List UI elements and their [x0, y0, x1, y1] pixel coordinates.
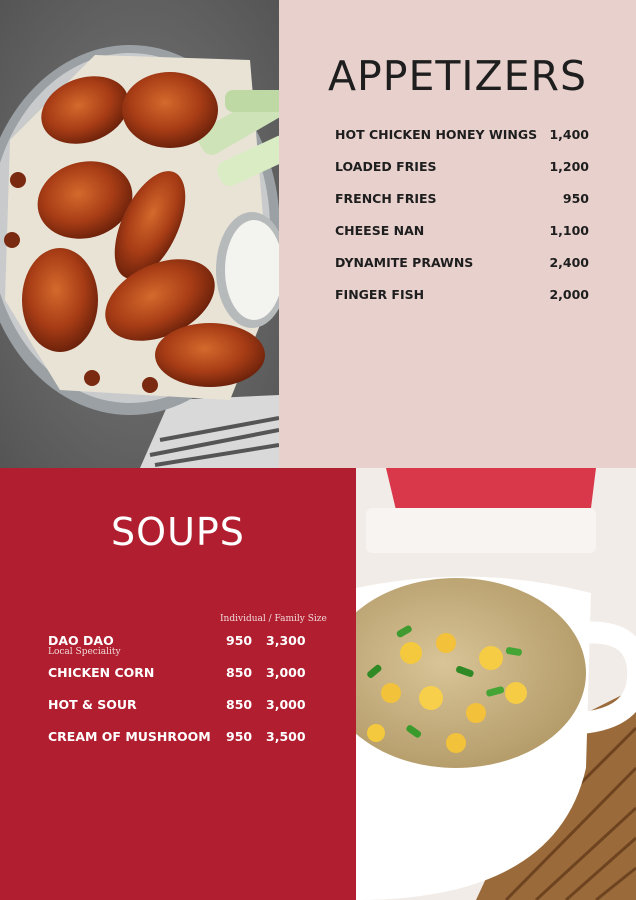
item-name: FRENCH FRIES [335, 191, 437, 206]
menu-item-appetizer [335, 127, 589, 142]
item-name: HOT & SOUR [48, 697, 137, 712]
item-price-individual: 950 [226, 729, 253, 744]
menu-item-appetizer [335, 223, 589, 238]
menu-item-appetizer [335, 287, 589, 302]
item-price-family: 3,000 [266, 665, 306, 680]
item-price-individual: 850 [226, 665, 253, 680]
item-price: 2,400 [549, 255, 589, 270]
item-price: 2,000 [549, 287, 589, 302]
item-price-individual: 950 [226, 633, 253, 648]
item-name: CHEESE NAN [335, 223, 425, 238]
menu-item-soup [48, 665, 306, 680]
corn-soup-photo [356, 468, 636, 900]
item-name: DYNAMITE PRAWNS [335, 255, 474, 270]
menu-item-appetizer [335, 191, 589, 206]
soups-title: SOUPS [111, 510, 245, 554]
menu-item-soup [48, 633, 306, 648]
item-price-individual: 850 [226, 697, 253, 712]
item-name: CHICKEN CORN [48, 665, 155, 680]
menu-item-appetizer [335, 255, 589, 270]
item-name: CREAM OF MUSHROOM [48, 729, 211, 744]
item-name: FINGER FISH [335, 287, 425, 302]
item-price: 1,200 [549, 159, 589, 174]
appetizers-title: APPETIZERS [327, 52, 588, 100]
size-note: Individual / Family Size [220, 614, 327, 624]
item-name: HOT CHICKEN HONEY WINGS [335, 127, 538, 142]
item-price: 950 [562, 191, 589, 206]
item-note: Local Speciality [48, 647, 121, 657]
menu-item-soup [48, 697, 306, 712]
menu-item-soup [48, 729, 306, 744]
item-name: LOADED FRIES [335, 159, 437, 174]
item-price-family: 3,000 [266, 697, 306, 712]
menu-item-appetizer [335, 159, 589, 174]
item-price-family: 3,500 [266, 729, 306, 744]
item-name: DAO DAO [48, 633, 114, 648]
item-price: 1,400 [549, 127, 589, 142]
item-price: 1,100 [549, 223, 589, 238]
chicken-wings-photo [0, 0, 279, 468]
item-price-family: 3,300 [266, 633, 306, 648]
